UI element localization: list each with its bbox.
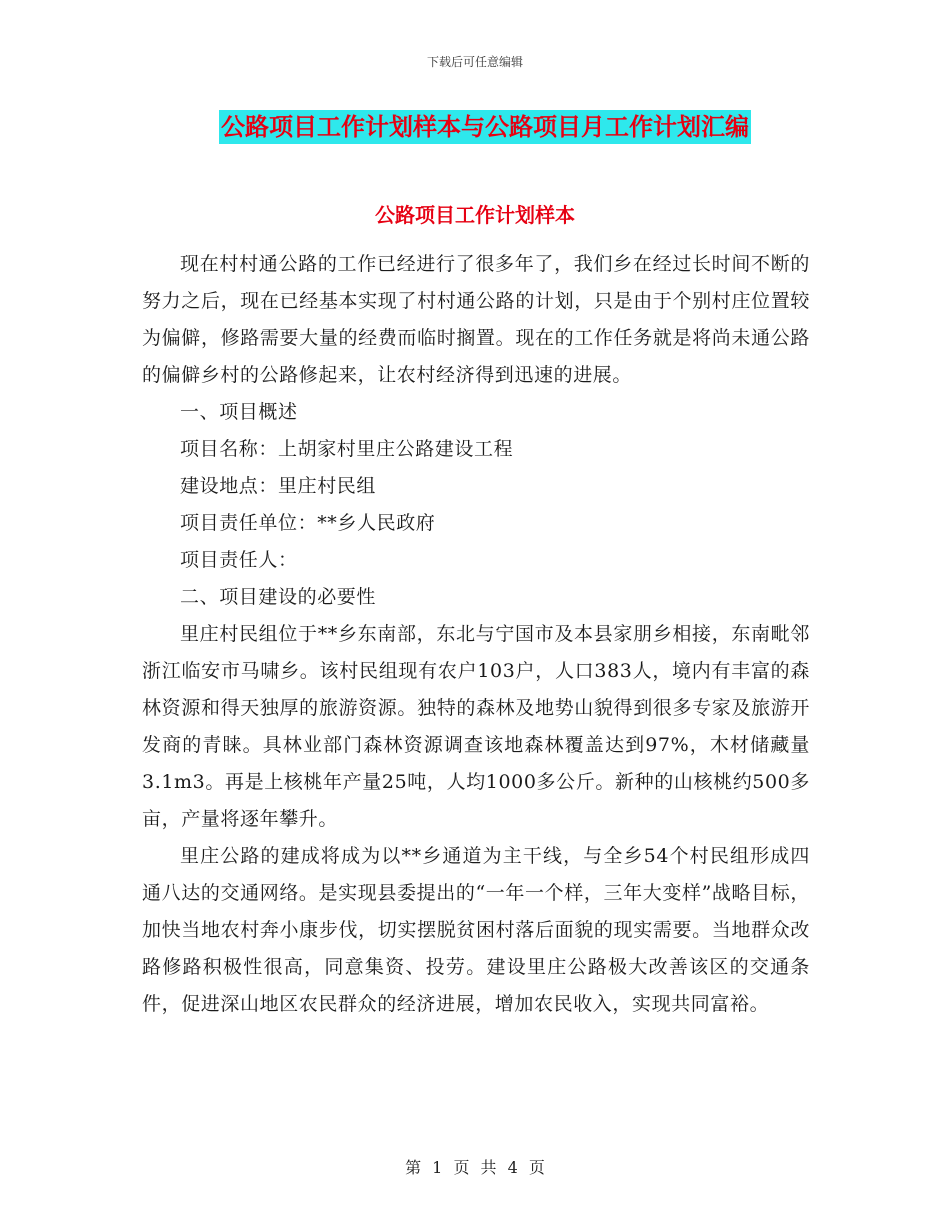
paragraph-village-description: 里庄村民组位于**乡东南部，东北与宁国市及本县家朋乡相接，东南毗邻浙江临安市马啸乡。该村民组现有农户103户，人口383人，境内有丰富的森林资源和得天独厚的旅游资源。独特的森林及地势山貌得到很多专家及旅游开发商的青睐。具林业部门森林资源调查该地森林覆盖达到97%，木材储藏量3.1m3。再是上核桃年产量25吨，人均1000多公斤。新种的山核桃约500多亩，产量将逐年攀升。: [142, 623, 810, 830]
paragraph-road-significance: 里庄公路的建成将成为以**乡通道为主干线，与全乡54个村民组形成四通八达的交通网络。是实现县委提出的“一年一个样，三年大变样”战略目标，加快当地农村奔小康步伐，切实摆脱贫困村落后面貌的现实需要。当地群众改路修路积极性很高，同意集资、投劳。建设里庄公路极大改善该区的交通条件，促进深山地区农民群众的经济进展，增加农民收入，实现共同富裕。: [142, 845, 810, 1015]
header-note: 下载后可任意编辑: [426, 55, 523, 69]
section-title: 公路项目工作计划样本: [375, 203, 575, 227]
main-title-container: [0, 110, 950, 144]
construction-site-line: 建设地点：里庄村民组: [180, 475, 377, 497]
project-name-line: 项目名称：上胡家村里庄公路建设工程: [180, 438, 514, 460]
document-main-title: 公路项目工作计划样本与公路项目月工作计划汇编: [219, 110, 751, 144]
heading-necessity: 二、项目建设的必要性: [180, 586, 377, 608]
paragraph-intro: 现在村村通公路的工作已经进行了很多年了，我们乡在经过长时间不断的努力之后，现在已经基本实现了村村通公路的计划，只是由于个别村庄位置较为偏僻，修路需要大量的经费而临时搁置。现在的工作任务就是将尚未通公路的偏僻乡村的公路修起来，让农村经济得到迅速的进展。: [142, 253, 810, 386]
heading-project-overview: 一、项目概述: [180, 401, 298, 423]
responsible-unit-line: 项目责任单位：**乡人民政府: [180, 512, 436, 534]
document-body: [142, 246, 810, 1023]
responsible-person-line: 项目责任人：: [180, 549, 298, 571]
page-number-footer: 第 1 页 共 4 页: [405, 1158, 545, 1177]
